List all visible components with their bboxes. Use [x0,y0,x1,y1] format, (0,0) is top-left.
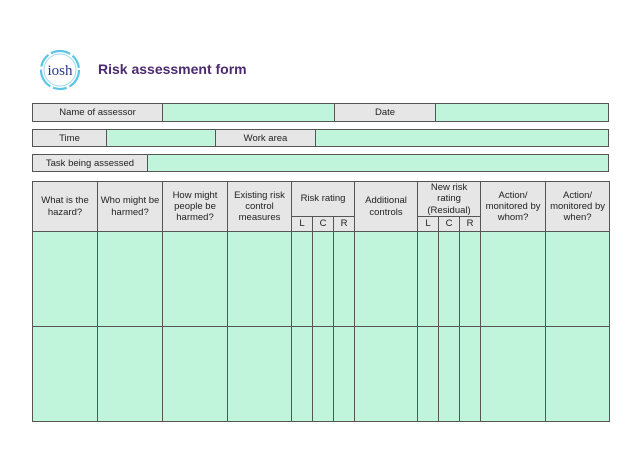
table-cell[interactable] [481,327,546,422]
logo-text: iosh [47,63,73,79]
assessor-field[interactable] [162,103,335,122]
table-cell[interactable] [33,327,98,422]
table-cell[interactable] [355,327,418,422]
iosh-logo [38,48,82,92]
work-area-field[interactable] [315,129,609,147]
table-cell[interactable] [313,232,334,327]
table-cell[interactable] [439,232,460,327]
table-cell[interactable] [460,232,481,327]
table-cell[interactable] [439,327,460,422]
risk-assessment-table [32,181,610,422]
table-cell[interactable] [33,232,98,327]
sub-header-new-r: R [460,217,481,232]
table-cell[interactable] [163,327,228,422]
task-field[interactable] [147,154,609,172]
header-action-by-when: Action/ monitored by when? [546,182,610,232]
table-cell[interactable] [334,327,355,422]
table-cell[interactable] [418,327,439,422]
table-cell[interactable] [228,232,292,327]
table-cell[interactable] [313,327,334,422]
header-how-harmed: How might people be harmed? [163,182,228,232]
header-new-risk-rating: New risk rating (Residual) [418,182,481,217]
table-cell[interactable] [546,327,610,422]
sub-header-new-c: C [439,217,460,232]
sub-header-new-l: L [418,217,439,232]
table-cell[interactable] [418,232,439,327]
table-cell[interactable] [292,232,313,327]
table-cell[interactable] [481,232,546,327]
time-label: Time [32,129,107,147]
table-cell[interactable] [460,327,481,422]
table-cell[interactable] [334,232,355,327]
date-field[interactable] [435,103,609,122]
header-who-harmed: Who might be harmed? [98,182,163,232]
table-cell[interactable] [98,232,163,327]
table-cell[interactable] [355,232,418,327]
table-row [33,327,610,422]
sub-header-c: C [313,217,334,232]
table-cell[interactable] [98,327,163,422]
header-risk-rating: Risk rating [292,182,355,217]
header-action-by-whom: Action/ monitored by whom? [481,182,546,232]
table-cell[interactable] [228,327,292,422]
work-area-label: Work area [215,129,316,147]
date-label: Date [334,103,436,122]
time-field[interactable] [106,129,216,147]
table-cell[interactable] [546,232,610,327]
form-title: Risk assessment form [98,61,247,77]
assessor-label: Name of assessor [32,103,163,122]
table-row [33,232,610,327]
header-additional-controls: Additional controls [355,182,418,232]
table-cell[interactable] [163,232,228,327]
sub-header-r: R [334,217,355,232]
header-hazard: What is the hazard? [33,182,98,232]
task-label: Task being assessed [32,154,148,172]
table-cell[interactable] [292,327,313,422]
header-existing-controls: Existing risk control measures [228,182,292,232]
sub-header-l: L [292,217,313,232]
